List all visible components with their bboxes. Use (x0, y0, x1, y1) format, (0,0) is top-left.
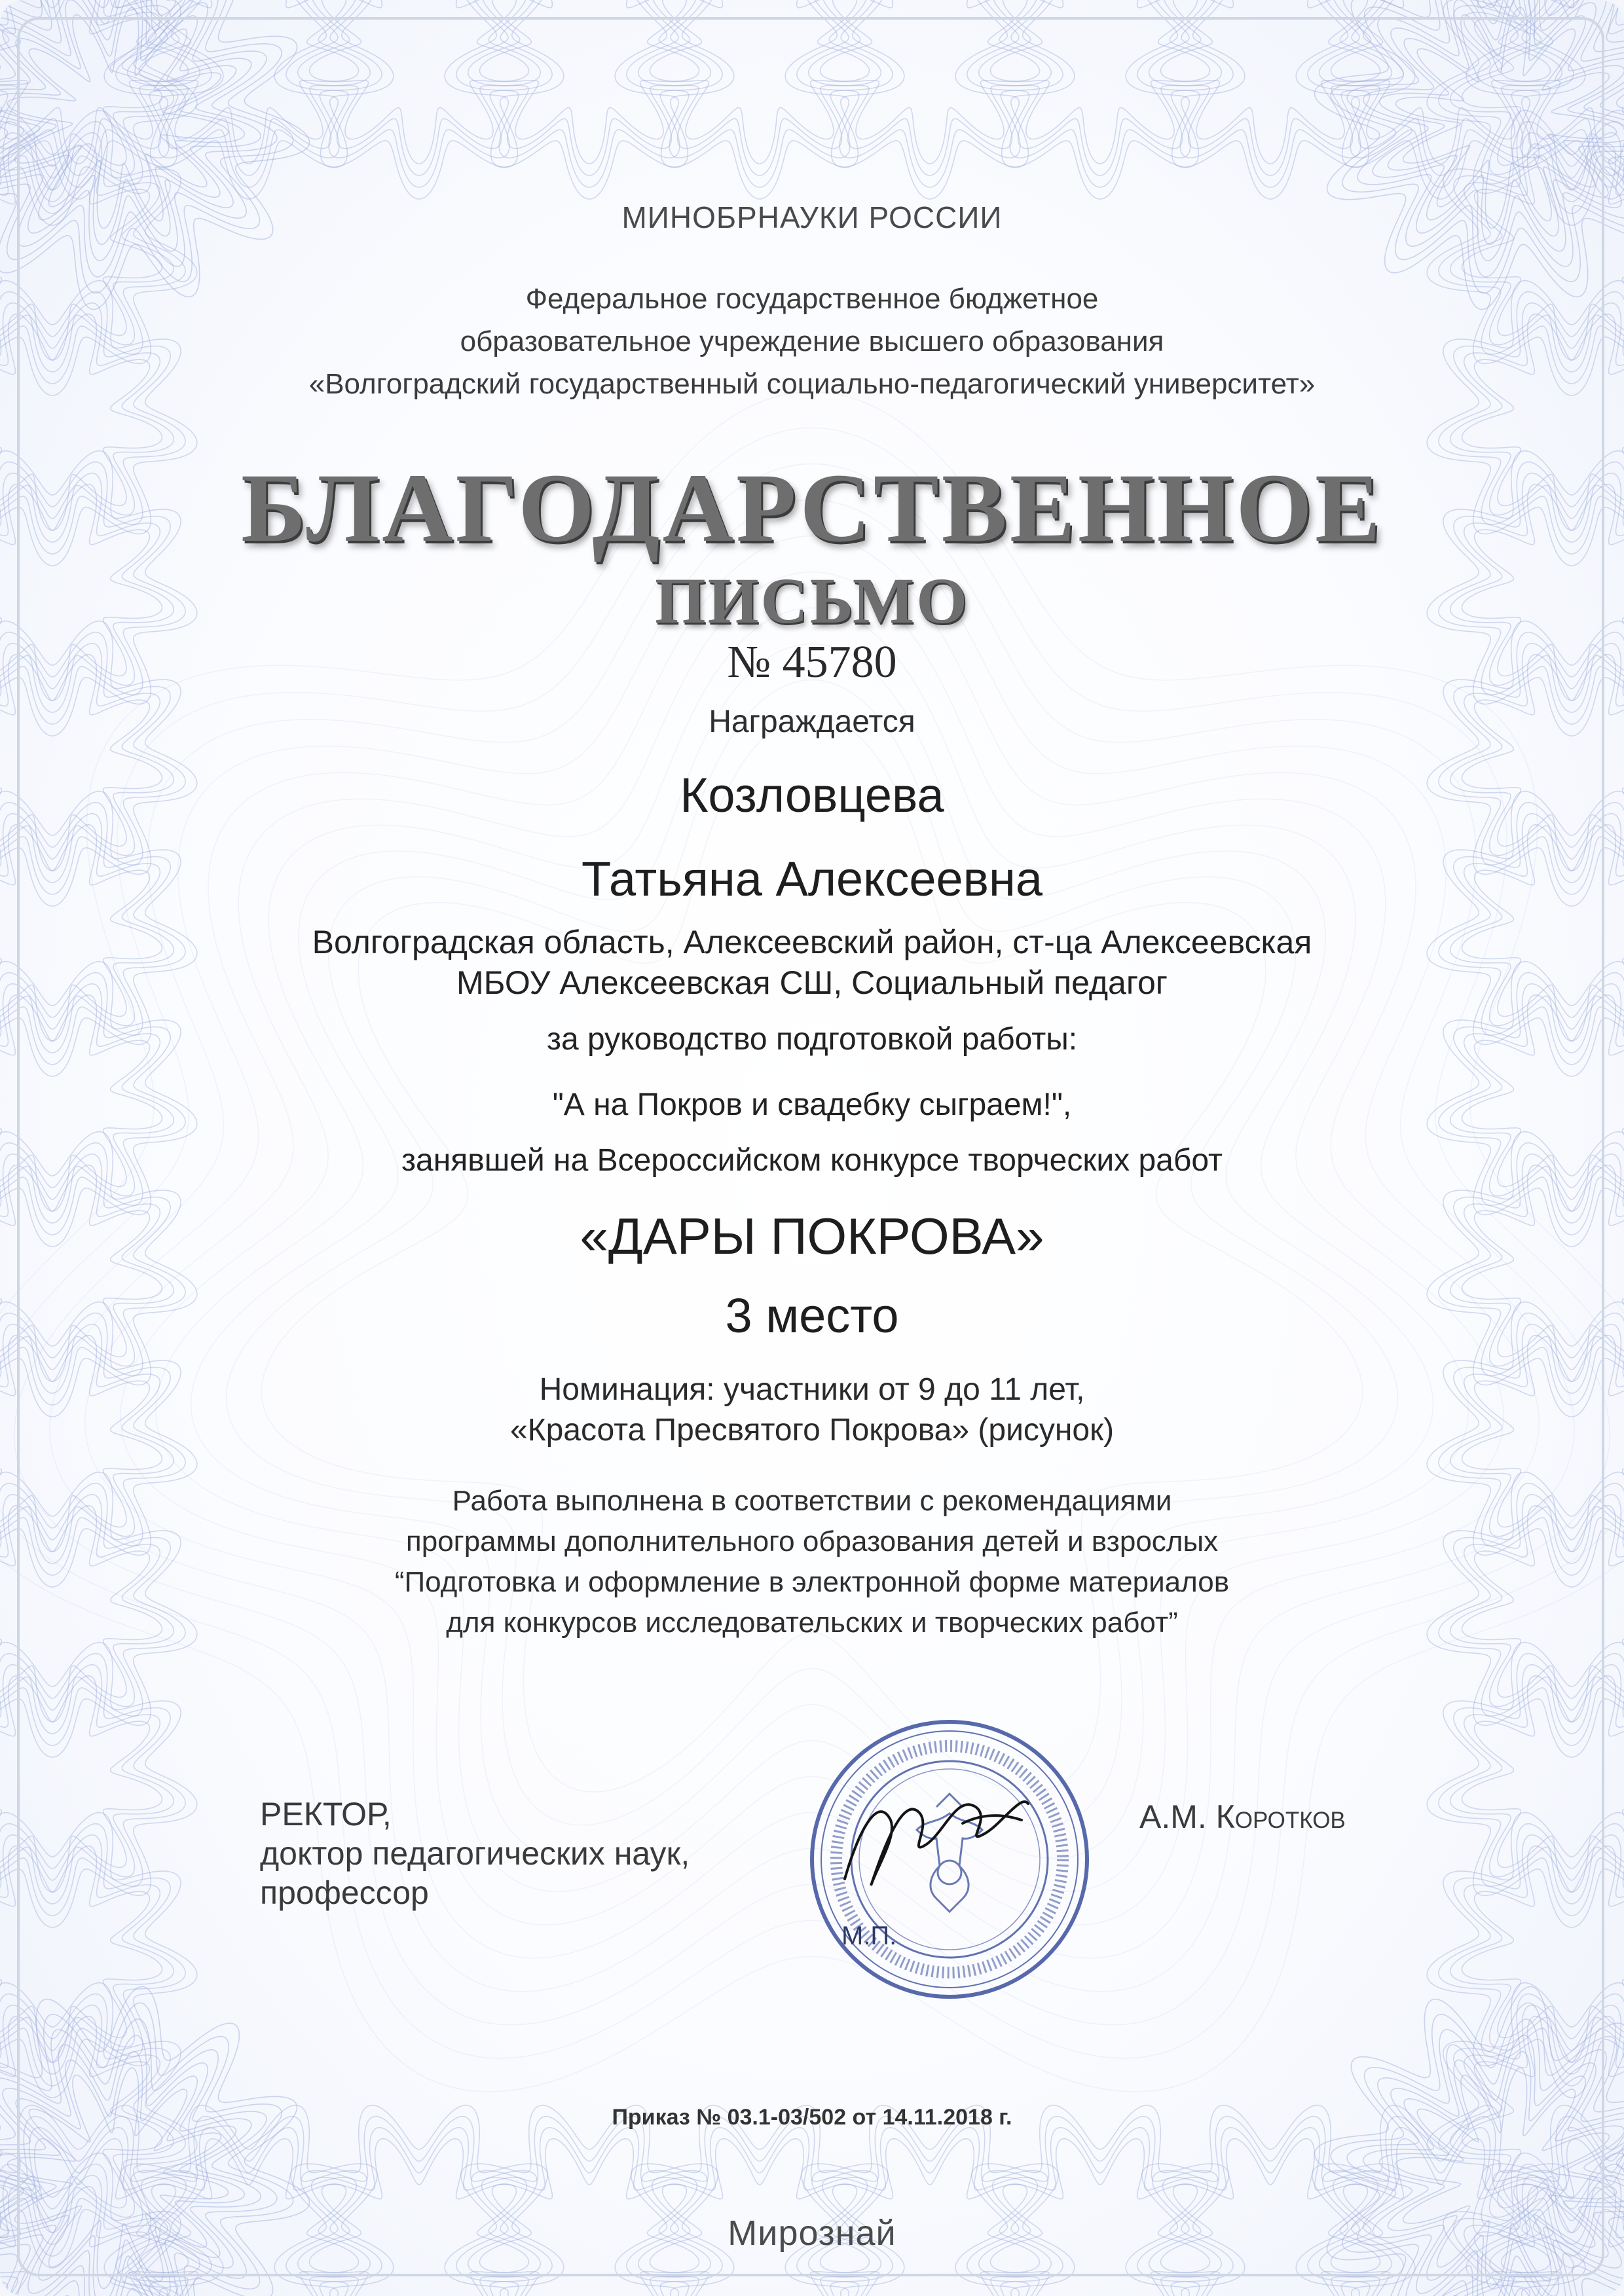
placing: 3 место (725, 1288, 899, 1343)
program-line-3: “Подготовка и оформление в электронной форме материалов (394, 1566, 1230, 1598)
recipient-surname: Козловцева (680, 768, 944, 822)
seal-label: М.П. (841, 1922, 897, 1950)
rector-rank: профессор (260, 1874, 429, 1911)
brand-footer: Мирознай (728, 2214, 896, 2253)
signer-name: А.М. Коротков (1139, 1798, 1346, 1835)
institution-line-2: образовательное учреждение высшего образования (460, 325, 1164, 357)
recipient-given-names: Татьяна Алексеевна (581, 852, 1043, 906)
rector-title: РЕКТОР, (260, 1796, 392, 1832)
work-title: "А на Покров и свадебку сыграем!", (552, 1087, 1072, 1122)
contest-name: «ДАРЫ ПОКРОВА» (580, 1207, 1044, 1265)
document-title: БЛАГОДАРСТВЕННОЕ (241, 454, 1383, 562)
contest-description: занявшей на Всероссийском конкурсе творческих работ (401, 1143, 1223, 1178)
institution-line-3: «Волгоградский государственный социально-педагогический университет» (308, 368, 1316, 400)
ministry-heading: МИНОБРНАУКИ РОССИИ (621, 200, 1003, 234)
award-reason: за руководство подготовкой работы: (546, 1022, 1078, 1057)
order-reference: Приказ № 03.1-03/502 от 14.11.2018 г. (612, 2105, 1012, 2130)
rector-degree: доктор педагогических наук, (260, 1835, 690, 1872)
nomination-line-2: «Красота Пресвятого Покрова» (рисунок) (509, 1413, 1115, 1448)
institution-line-1: Федеральное государственное бюджетное (525, 283, 1099, 315)
program-line-4: для конкурсов исследовательских и творческих работ” (446, 1607, 1178, 1639)
emblem-icon (917, 1794, 982, 1912)
document-subtitle: ПИСЬМО (654, 564, 970, 637)
certificate-number: № 45780 (727, 637, 897, 687)
awarded-label: Награждается (709, 704, 915, 739)
official-seal (805, 1715, 1094, 2003)
program-line-1: Работа выполнена в соответствии с рекомендациями (452, 1485, 1172, 1517)
recipient-region: Волгоградская область, Алексеевский район, ст-ца Алексеевская (312, 924, 1312, 960)
program-line-2: программы дополнительного образования детей и взрослых (405, 1525, 1219, 1558)
nomination-line-1: Номинация: участники от 9 до 11 лет, (539, 1372, 1085, 1407)
recipient-school-position: МБОУ Алексеевская СШ, Социальный педагог (456, 964, 1168, 1001)
